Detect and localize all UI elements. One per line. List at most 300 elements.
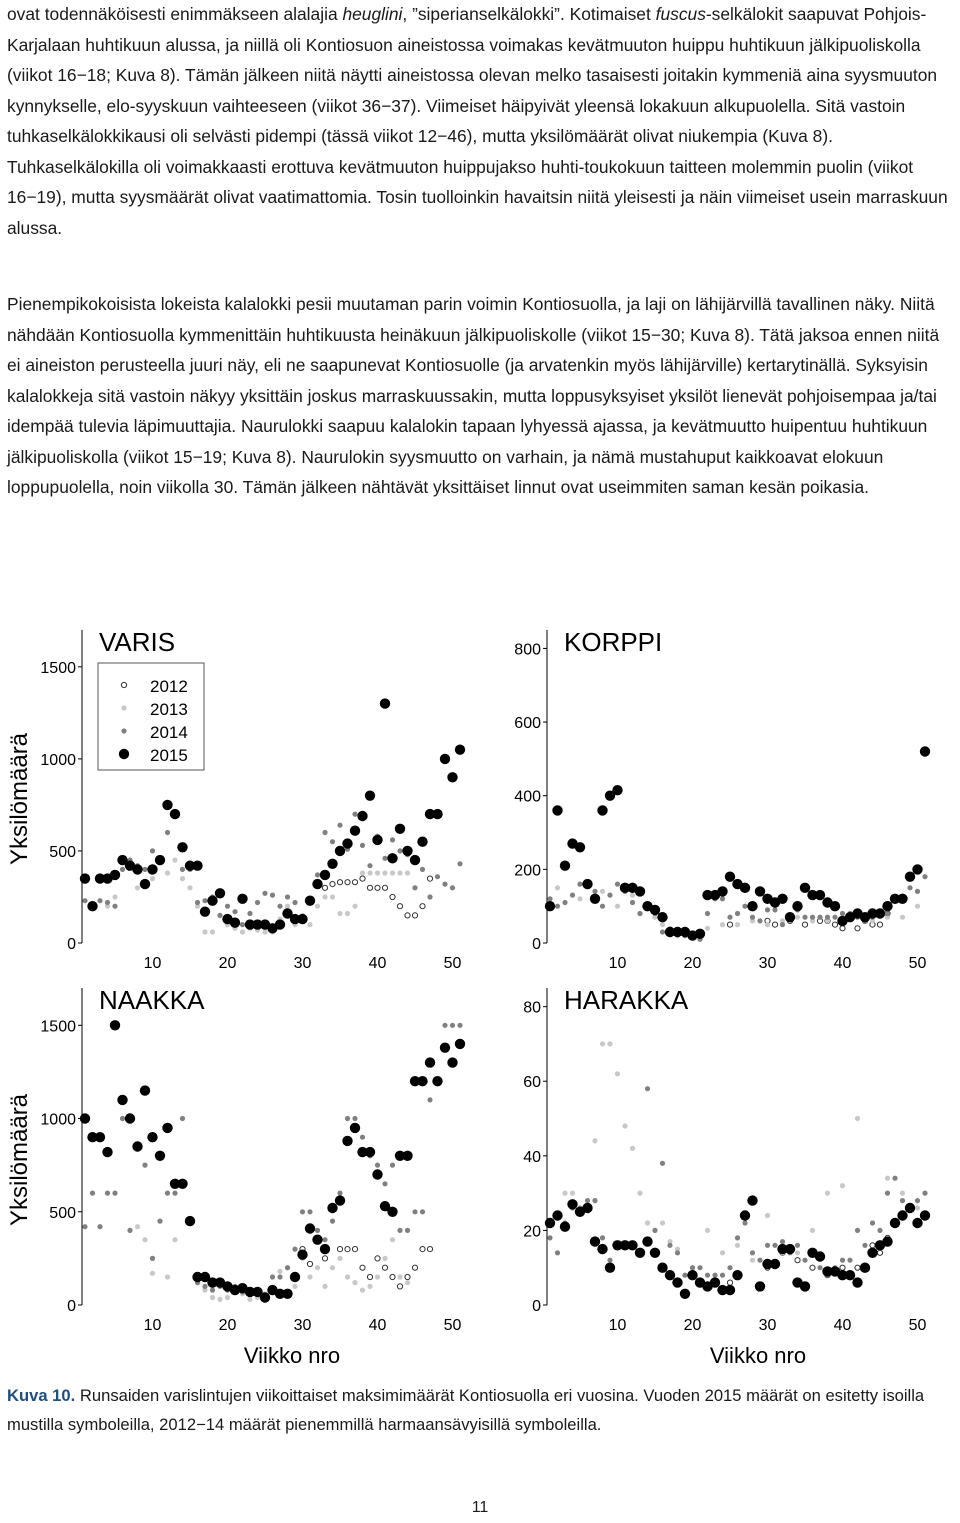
data-point-2014 (600, 1235, 605, 1240)
data-point-2012 (427, 1247, 432, 1252)
data-point-2014 (390, 837, 395, 842)
data-point-2015 (327, 859, 337, 869)
data-point-2015 (552, 805, 562, 815)
data-point-2014 (720, 1273, 725, 1278)
data-point-2013 (180, 876, 185, 881)
data-point-2015 (710, 1277, 720, 1287)
chart-title: NAAKKA (99, 985, 205, 1015)
data-point-2012 (877, 1250, 882, 1255)
data-point-2014 (922, 874, 927, 879)
data-point-2014 (592, 889, 597, 894)
harakka-chart (523, 985, 930, 1334)
data-point-2014 (772, 1243, 777, 1248)
data-point-2013 (315, 904, 320, 909)
y-tick-label: 500 (49, 1204, 76, 1222)
data-point-2013 (382, 870, 387, 875)
data-point-2015 (860, 1263, 870, 1273)
x-tick-label: 10 (608, 1317, 627, 1334)
data-point-2014 (660, 1161, 665, 1166)
data-point-2014 (352, 812, 357, 817)
data-point-2014 (322, 830, 327, 835)
data-point-2015 (230, 918, 240, 928)
data-point-2014 (847, 1258, 852, 1263)
data-point-2014 (780, 922, 785, 927)
data-point-2015 (395, 824, 405, 834)
data-point-2014 (217, 913, 222, 918)
naakka-chart (40, 985, 465, 1334)
data-point-2015 (132, 864, 142, 874)
data-point-2013 (172, 858, 177, 863)
data-point-2015 (897, 894, 907, 904)
data-point-2012 (802, 922, 807, 927)
data-point-2014 (630, 900, 635, 905)
data-point-2014 (142, 1163, 147, 1168)
data-point-2015 (207, 896, 217, 906)
data-point-2013 (165, 870, 170, 875)
data-point-2015 (320, 870, 330, 880)
data-point-2015 (447, 772, 457, 782)
data-point-2014 (660, 929, 665, 934)
data-point-2014 (682, 1273, 687, 1278)
data-point-2012 (397, 1284, 402, 1289)
data-point-2014 (547, 896, 552, 901)
data-point-2015 (845, 1270, 855, 1280)
data-point-2013 (600, 889, 605, 894)
data-point-2013 (397, 1274, 402, 1279)
data-point-2013 (615, 1071, 620, 1076)
data-point-2013 (262, 929, 267, 934)
data-point-2014 (765, 907, 770, 912)
data-point-2013 (720, 1250, 725, 1255)
data-point-2013 (705, 926, 710, 931)
data-point-2015 (365, 791, 375, 801)
data-point-2013 (307, 1274, 312, 1279)
data-point-2015 (755, 886, 765, 896)
data-point-2015 (552, 1210, 562, 1220)
data-point-2014 (210, 1288, 215, 1293)
data-point-2015 (642, 1236, 652, 1246)
data-point-2015 (80, 1113, 90, 1123)
data-point-2014 (757, 918, 762, 923)
data-point-2014 (120, 867, 125, 872)
y-axis-label-top: Yksilömäärä (6, 732, 33, 866)
legend-marker-2012 (121, 682, 126, 687)
data-point-2012 (352, 880, 357, 885)
data-point-2013 (337, 911, 342, 916)
data-point-2014 (442, 882, 447, 887)
data-point-2014 (555, 1250, 560, 1255)
data-point-2013 (360, 1288, 365, 1293)
y-tick-label: 400 (514, 788, 541, 806)
data-point-2015 (455, 745, 465, 755)
y-tick-label: 1500 (40, 1018, 76, 1036)
data-point-2014 (892, 1176, 897, 1181)
data-point-2014 (795, 1243, 800, 1248)
x-axis-label-right: Viikko nro (709, 1343, 807, 1368)
data-point-2012 (375, 1256, 380, 1261)
data-point-2014 (427, 894, 432, 899)
data-point-2015 (342, 838, 352, 848)
data-point-2014 (877, 1228, 882, 1233)
data-point-2015 (560, 861, 570, 871)
legend-label: 2014 (150, 723, 188, 742)
x-tick-label: 30 (293, 1317, 312, 1334)
data-point-2012 (352, 1247, 357, 1252)
data-point-2014 (232, 909, 237, 914)
x-tick-label: 10 (143, 1317, 162, 1334)
data-point-2014 (652, 1228, 657, 1233)
y-tick-label: 80 (523, 999, 541, 1017)
data-point-2015 (365, 1147, 375, 1157)
data-point-2013 (855, 1116, 860, 1121)
data-point-2014 (322, 1237, 327, 1242)
data-point-2014 (105, 1191, 110, 1196)
data-point-2014 (247, 911, 252, 916)
data-point-2014 (277, 1274, 282, 1279)
data-point-2015 (627, 1240, 637, 1250)
y-tick-label: 0 (67, 936, 76, 953)
data-point-2014 (127, 1228, 132, 1233)
data-point-2015 (672, 1277, 682, 1287)
data-point-2015 (815, 1251, 825, 1261)
data-point-2014 (855, 1228, 860, 1233)
x-tick-label: 20 (683, 955, 702, 972)
data-point-2015 (117, 1095, 127, 1105)
data-point-2012 (877, 922, 882, 927)
data-point-2014 (352, 1116, 357, 1121)
data-point-2013 (240, 929, 245, 934)
data-point-2015 (567, 1199, 577, 1209)
x-tick-label: 10 (143, 955, 162, 972)
data-point-2013 (142, 1237, 147, 1242)
data-point-2014 (397, 1228, 402, 1233)
data-point-2012 (337, 1247, 342, 1252)
data-point-2012 (772, 922, 777, 927)
data-point-2012 (375, 885, 380, 890)
figure-caption (7, 1381, 955, 1439)
data-point-2015 (162, 1123, 172, 1133)
data-point-2014 (607, 1258, 612, 1263)
data-point-2014 (817, 915, 822, 920)
data-point-2014 (840, 911, 845, 916)
data-point-2013 (660, 1220, 665, 1225)
data-point-2014 (885, 1191, 890, 1196)
data-point-2014 (180, 1116, 185, 1121)
data-point-2015 (185, 1216, 195, 1226)
data-point-2014 (150, 1256, 155, 1261)
data-point-2015 (305, 896, 315, 906)
data-point-2014 (442, 1023, 447, 1028)
data-point-2014 (360, 1135, 365, 1140)
data-point-2013 (735, 1243, 740, 1248)
data-point-2014 (202, 1284, 207, 1289)
data-point-2013 (217, 1297, 222, 1302)
data-point-2015 (237, 894, 247, 904)
data-point-2012 (307, 1261, 312, 1266)
data-point-2015 (777, 894, 787, 904)
data-point-2013 (630, 893, 635, 898)
data-point-2013 (592, 1138, 597, 1143)
data-point-2014 (585, 1198, 590, 1203)
y-tick-label: 1000 (40, 1111, 76, 1129)
data-point-2012 (727, 1280, 732, 1285)
data-point-2014 (727, 915, 732, 920)
data-point-2012 (420, 904, 425, 909)
data-point-2015 (140, 879, 150, 889)
data-point-2015 (290, 1272, 300, 1282)
data-point-2015 (410, 855, 420, 865)
data-point-2014 (735, 1235, 740, 1240)
data-point-2014 (270, 893, 275, 898)
data-point-2012 (412, 1265, 417, 1270)
data-point-2014 (307, 1209, 312, 1214)
data-point-2012 (420, 1247, 425, 1252)
data-point-2013 (577, 896, 582, 901)
data-point-2013 (307, 922, 312, 927)
data-point-2012 (345, 880, 350, 885)
data-point-2014 (180, 867, 185, 872)
data-point-2015 (357, 811, 367, 821)
data-point-2014 (750, 1250, 755, 1255)
data-point-2015 (680, 1289, 690, 1299)
x-tick-label: 50 (908, 955, 927, 972)
data-point-2013 (840, 1183, 845, 1188)
data-point-2015 (95, 1132, 105, 1142)
data-point-2014 (120, 1116, 125, 1121)
data-point-2014 (382, 1181, 387, 1186)
data-point-2015 (897, 1210, 907, 1220)
data-point-2014 (330, 1219, 335, 1224)
data-point-2014 (915, 889, 920, 894)
data-point-2013 (247, 1297, 252, 1302)
data-point-2013 (322, 1284, 327, 1289)
data-point-2015 (770, 1259, 780, 1269)
data-point-2014 (435, 874, 440, 879)
data-point-2015 (545, 1218, 555, 1228)
data-point-2014 (382, 856, 387, 861)
y-axis-label-bottom: Yksilömäärä (6, 1093, 33, 1227)
data-point-2014 (157, 1219, 162, 1224)
data-point-2014 (555, 904, 560, 909)
data-point-2012 (727, 922, 732, 927)
data-point-2014 (450, 1023, 455, 1028)
data-point-2013 (795, 915, 800, 920)
data-point-2014 (397, 848, 402, 853)
data-point-2014 (345, 1116, 350, 1121)
data-point-2012 (870, 1243, 875, 1248)
y-tick-label: 800 (514, 641, 541, 659)
data-point-2015 (177, 1179, 187, 1189)
data-point-2014 (802, 915, 807, 920)
data-point-2015 (867, 1248, 877, 1258)
korppi-chart (514, 627, 930, 972)
data-point-2014 (832, 915, 837, 920)
data-point-2013 (750, 1258, 755, 1263)
data-point-2015 (575, 842, 585, 852)
data-point-2013 (292, 1284, 297, 1289)
data-point-2014 (727, 1265, 732, 1270)
data-point-2015 (852, 1277, 862, 1287)
data-point-2014 (592, 1198, 597, 1203)
data-point-2015 (260, 1292, 270, 1302)
data-point-2015 (740, 883, 750, 893)
data-point-2015 (432, 1076, 442, 1086)
data-point-2015 (162, 800, 172, 810)
data-point-2014 (300, 1209, 305, 1214)
data-point-2015 (425, 1057, 435, 1067)
data-point-2015 (815, 890, 825, 900)
y-tick-label: 1500 (40, 659, 76, 677)
data-point-2012 (397, 904, 402, 909)
data-point-2015 (800, 1281, 810, 1291)
x-tick-label: 50 (443, 1317, 462, 1334)
data-point-2014 (922, 1191, 927, 1196)
x-tick-label: 20 (683, 1317, 702, 1334)
data-point-2014 (97, 898, 102, 903)
data-point-2012 (810, 1265, 815, 1270)
data-point-2014 (637, 911, 642, 916)
data-point-2014 (292, 900, 297, 905)
data-point-2012 (367, 1274, 372, 1279)
data-point-2013 (607, 1041, 612, 1046)
data-point-2015 (275, 919, 285, 929)
data-point-2013 (135, 1224, 140, 1229)
data-point-2012 (412, 913, 417, 918)
data-point-2015 (80, 873, 90, 883)
page-number: 11 (471, 1499, 489, 1516)
data-point-2015 (87, 901, 97, 911)
data-point-2014 (82, 1224, 87, 1229)
data-point-2014 (420, 867, 425, 872)
data-point-2012 (367, 885, 372, 890)
data-point-2015 (402, 1151, 412, 1161)
data-point-2015 (740, 1210, 750, 1220)
x-tick-label: 30 (758, 1317, 777, 1334)
data-point-2014 (420, 1209, 425, 1214)
data-point-2013 (390, 1237, 395, 1242)
y-tick-label: 40 (523, 1148, 541, 1166)
data-point-2015 (912, 1218, 922, 1228)
data-point-2013 (225, 1295, 230, 1300)
data-point-2012 (382, 1265, 387, 1270)
data-point-2015 (920, 1210, 930, 1220)
data-point-2015 (657, 1263, 667, 1273)
data-point-2015 (582, 879, 592, 889)
data-point-2014 (735, 911, 740, 916)
data-point-2014 (712, 1273, 717, 1278)
data-point-2015 (170, 809, 180, 819)
x-tick-label: 40 (368, 955, 387, 972)
data-point-2014 (577, 882, 582, 887)
data-point-2013 (630, 1146, 635, 1151)
data-point-2014 (112, 1191, 117, 1196)
data-point-2014 (255, 900, 260, 905)
data-point-2015 (687, 1270, 697, 1280)
data-point-2012 (322, 885, 327, 890)
data-point-2015 (732, 1270, 742, 1280)
data-point-2012 (427, 876, 432, 881)
data-point-2015 (635, 886, 645, 896)
data-point-2015 (320, 1244, 330, 1254)
data-point-2013 (795, 1250, 800, 1255)
data-point-2015 (177, 842, 187, 852)
data-point-2012 (405, 913, 410, 918)
data-point-2013 (645, 1220, 650, 1225)
data-point-2013 (765, 922, 770, 927)
data-point-2015 (597, 1244, 607, 1254)
y-tick-label: 600 (514, 715, 541, 733)
data-point-2014 (142, 867, 147, 872)
data-point-2014 (112, 904, 117, 909)
data-point-2014 (900, 1198, 905, 1203)
data-point-2014 (720, 896, 725, 901)
data-point-2012 (322, 1256, 327, 1261)
data-point-2015 (372, 835, 382, 845)
data-point-2015 (297, 914, 307, 924)
data-point-2015 (882, 901, 892, 911)
data-point-2015 (312, 879, 322, 889)
data-point-2015 (657, 912, 667, 922)
data-point-2014 (367, 863, 372, 868)
data-point-2014 (840, 1258, 845, 1263)
data-point-2012 (840, 1265, 845, 1270)
data-point-2015 (650, 905, 660, 915)
data-point-2015 (147, 1132, 157, 1142)
data-point-2013 (367, 1284, 372, 1289)
data-point-2013 (210, 1295, 215, 1300)
data-point-2015 (912, 864, 922, 874)
data-point-2014 (607, 893, 612, 898)
data-point-2014 (780, 1239, 785, 1244)
legend-marker-2014 (121, 728, 126, 733)
data-point-2013 (885, 1176, 890, 1181)
data-point-2013 (112, 894, 117, 899)
data-point-2015 (635, 1248, 645, 1258)
data-point-2014 (315, 872, 320, 877)
data-point-2013 (600, 1041, 605, 1046)
data-point-2013 (322, 894, 327, 899)
data-point-2012 (405, 1274, 410, 1279)
data-point-2014 (757, 1258, 762, 1263)
text-segment: -selkälokit saapuvat Pohjois-Karjalaan huhtikuun alussa, ja niillä oli Kontiosuon aineistossa voimakas kevätmuuton huippu huhtikuun jälkipuoliskolla (viikot 16−18; Kuva 8). Tämän jälkeen niitä näytti aineistossa olevan melko tasaisesti joitakin kymmeniä aina syysmuuton kynnykselle, elo-syyskuun vaihteeseen (viikot 36−37). Viimeiset häipyivät yleensä lokakuun alkupuolella. Sitä vastoin tuhkaselkälokkikausi oli selvästi pidempi (tässä viikot 12−46), mutta yksilömäärät olivat niukempia (Kuva 8). Tuhkaselkälokilla oli voimakkaasti erottuva kevätmuuton huippujakso huhti-toukokuun taitteen molemmin puolin (viikot 16−19), mutta syysmäärät olivat vaatimattomia. Tosin tuolloinkin havaitsin niitä yleisesti ja näin viimeiset usein marraskuun alussa. (7, 4, 948, 238)
data-point-2015 (785, 912, 795, 922)
data-point-2015 (200, 907, 210, 917)
data-point-2012 (360, 1265, 365, 1270)
data-point-2013 (382, 1256, 387, 1261)
data-point-2014 (285, 894, 290, 899)
data-point-2015 (590, 894, 600, 904)
data-point-2014 (412, 885, 417, 890)
data-point-2015 (882, 1236, 892, 1246)
data-point-2013 (367, 870, 372, 875)
data-point-2013 (915, 1205, 920, 1210)
data-point-2014 (457, 861, 462, 866)
data-point-2013 (405, 870, 410, 875)
data-point-2015 (380, 698, 390, 708)
data-point-2012 (360, 876, 365, 881)
data-point-2015 (432, 809, 442, 819)
data-point-2012 (390, 894, 395, 899)
data-point-2013 (390, 870, 395, 875)
data-point-2014 (772, 907, 777, 912)
data-point-2014 (105, 900, 110, 905)
data-point-2013 (900, 915, 905, 920)
data-point-2014 (337, 823, 342, 828)
caption-label: Kuva 10. (7, 1386, 76, 1405)
data-point-2015 (605, 1263, 615, 1273)
y-tick-label: 500 (49, 843, 76, 861)
data-point-2013 (405, 1280, 410, 1285)
